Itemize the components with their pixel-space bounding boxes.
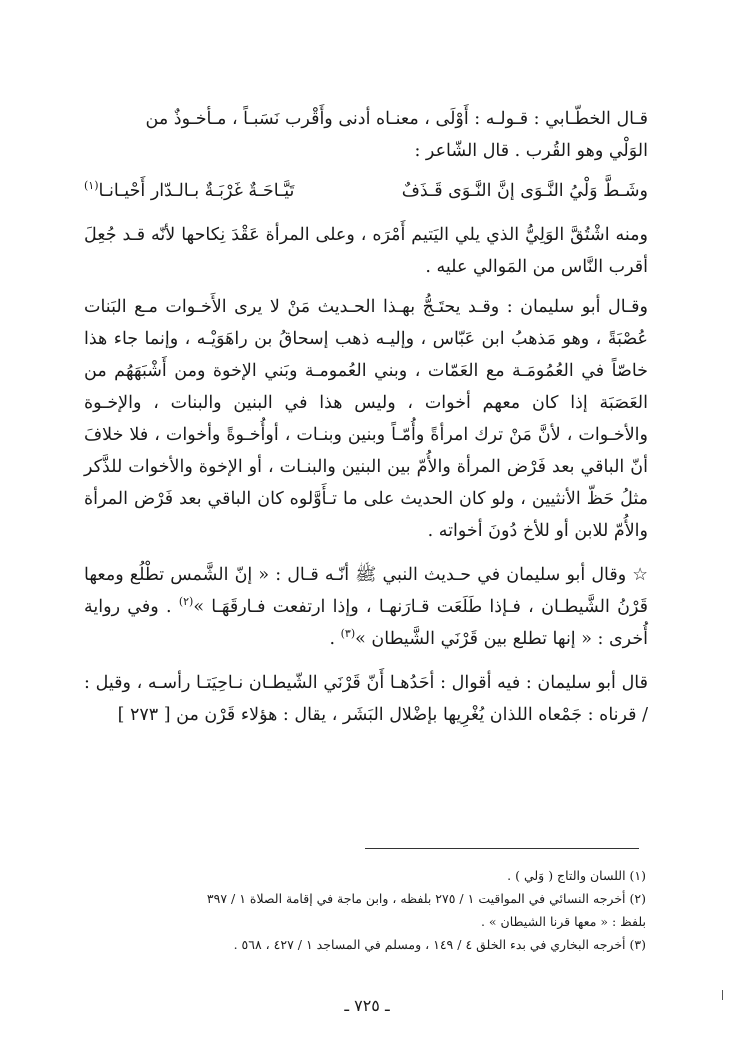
verse-second-text: تَيَّـاحَـةٌ غَرْبَـةٌ بـالـدّار أَحْيـانـا xyxy=(98,181,295,201)
verse-first-hemistich: وشَـطَّ وَلْيُ النَّـوَى إنَّ النَّـوَى قَـذَفٌ xyxy=(401,181,648,201)
main-text xyxy=(84,103,648,731)
footnote-2-continuation: بلفظ : « معها قرنا الشيطان » . xyxy=(480,914,646,929)
footnote-separator xyxy=(365,848,639,849)
footnote-2: (٢) أخرجه النسائي في المواقيت ١ / ٢٧٥ بلفظه ، وابن ماجة في إقامة الصلاة ١ / ٣٩٧ xyxy=(206,891,646,906)
margin-mark xyxy=(722,990,723,1000)
hadith-text-continued: . وفي رواية أُخرى : « إنها تطلع بين قَرْنَي الشَّيطان » xyxy=(84,597,648,649)
paragraph-khattabi xyxy=(84,103,648,167)
footnote-marker: (٣) xyxy=(340,627,356,641)
footnote-1: (١) اللسان والتاج ( وَلي ) . xyxy=(507,868,646,883)
verse-second-hemistich xyxy=(84,175,294,207)
qarn-text: قال أبو سليمان : فيه أقوال : أحَدُهـا أَنّ قَرْنَي الشّيطـان نـاحِيَتـا رأسـه ، وقيل : / قرناه : جَمْعاه اللذان يُغْرِيها بإضْلال البَشَر ، يقال : هؤلاء قَرْن من xyxy=(84,673,648,725)
hadith-text-end: . xyxy=(329,629,341,649)
footnote-marker: (١) xyxy=(84,179,99,193)
footnote-3: (٣) أخرجه البخاري في بدء الخلق ٤ / ١٤٩ ، ومسلم في المساجد ١ / ٤٢٧ ، ٥٦٨ . xyxy=(233,937,646,952)
page-number: ـ ٧٢٥ ـ xyxy=(344,996,390,1015)
footnote-marker: (٢) xyxy=(178,595,194,609)
footnotes xyxy=(80,864,646,956)
poetry-verse xyxy=(84,175,648,207)
original-page-reference: [ ٢٧٣ ] xyxy=(117,705,171,725)
paragraph-abu-sulayman-sisters: وقـال أبو سليمان : وقـد يحتَـجُّ بهـذا الحـديث مَنْ لا يرى الأَخـوات مـع البَنات عُصْبَةً ، وهو مَذهبُ ابن عَبّاس ، وإليـه ذهب إسحاقُ بن راهَوَيْـه ، وإنما جاء هذا خاصّاً في العُمُومَـة مع العَمّات ، وبني العُمومـة وبَني الإخوة ومن أَشْبَهَهُم من العَصَبَة إذا كان معهم أخوات ، وليس هذا في البنين والبنات ، والإخـوة والأخـوات ، لأنَّ مَنْ ترك امرأةً وأُمّـاً وبنين وبنـات ، أوأُخـوةً وأخوات ، فلا خلافَ أنّ الباقي بعد فَرْض المرأة والأُمّ بين البنين والبنـات ، أو الإخوة والأخوات للذَّكر مثلُ حَظّ الأنثيين ، ولو كان الحديث على ما تـأَوَّلوه كان الباقي بعد فَرْض المرأة والأُمّ للابن أو للأخ دُونَ أخواته . xyxy=(84,297,648,541)
paragraph-sun-hadith xyxy=(84,559,648,655)
hadith-text: ☆ وقال أبو سليمان في حـديث النبي ﷺ أنّـه قـال : « إنّ الشَّمس تطْلُع ومعها قَرْنُ الشَّيطـان ، فـإذا طَلَعَت قـارَنهـا ، وإذا ارتفعت فـارقَهَـا » xyxy=(84,565,648,617)
paragraph-line: الوَلْي وهو القُرب . قال الشّاعر : xyxy=(414,141,648,161)
paragraph-wali: ومنه اشْتُقَّ الوَلِيُّ الذي يلي اليَتيم أَمْرَه ، وعلى المرأة عَقْدَ نِكاحها لأنّه قـد جُعِلَ أقرب النَّاس من المَوالي عليه . xyxy=(84,225,648,277)
paragraph-line: قـال الخطّـابي : قـولـه : أَوْلَى ، معنـاه أدنى وأَقْرب نَسَبـاً ، مـأخـوذٌ من xyxy=(145,109,648,129)
paragraph-qarn-meanings xyxy=(84,667,648,731)
